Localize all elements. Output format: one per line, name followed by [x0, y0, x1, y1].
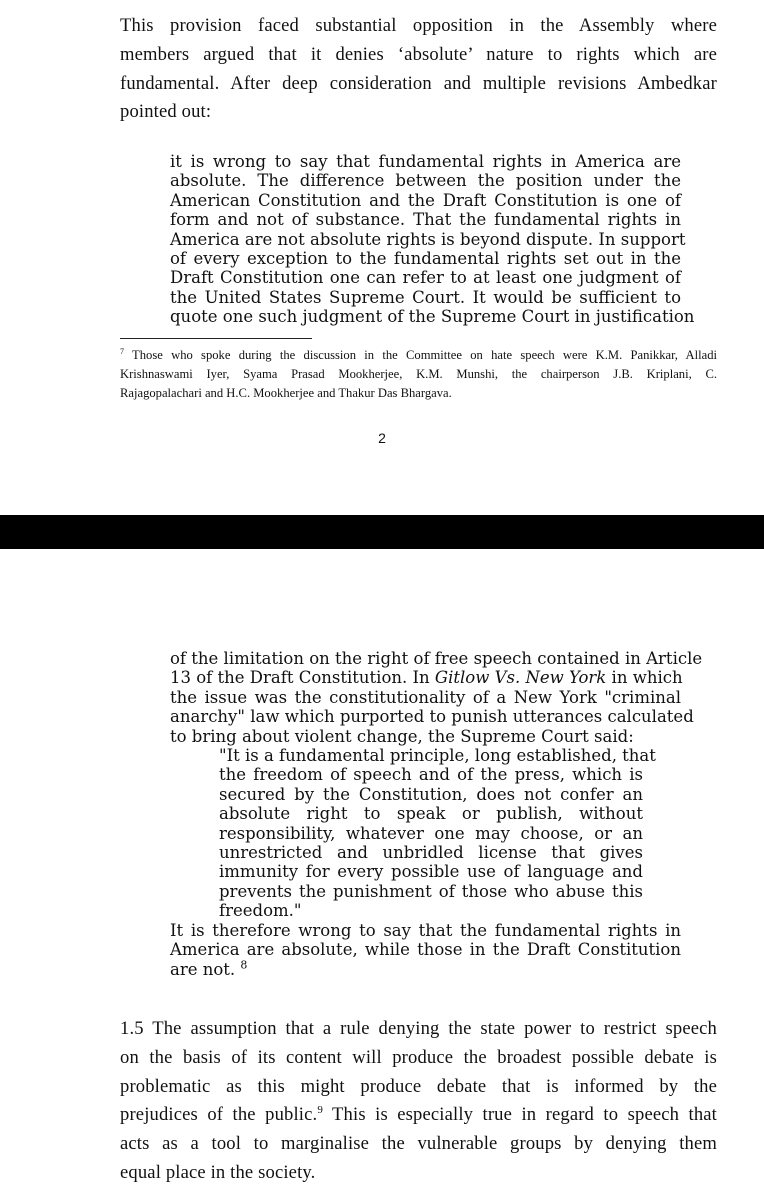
footnote-separator: [120, 338, 312, 339]
text-run: are not.: [170, 959, 236, 979]
quote-line: America are not absolute rights is beyond dispute. In support: [170, 229, 686, 249]
footnote-reference-9[interactable]: 9: [317, 1104, 323, 1117]
paragraph-line: acts as a tool to marginalise the vulnerable groups by denying them: [120, 1133, 717, 1155]
text-run: This is especially true in regard to speech that: [322, 1104, 718, 1126]
quote-line: the United States Supreme Court. It would be sufficient to: [170, 287, 681, 307]
quote-continuation: [170, 649, 703, 746]
intro-line: This provision faced substantial opposition in the Assembly where: [120, 15, 717, 36]
quote-line: it is wrong to say that fundamental rights in America are: [170, 152, 681, 171]
paragraph-line: equal place in the society.: [120, 1161, 316, 1183]
footnote-reference-8[interactable]: 8: [240, 958, 248, 972]
footnote-7: [120, 346, 717, 404]
inner-quote-line: absolute right to speak or publish, without: [219, 804, 643, 824]
intro-paragraph: [120, 12, 717, 127]
footnote-text: Those who spoke during the discussion in the Committee on hate speech were K.M. Panikkar, Alladi: [132, 348, 717, 362]
quote-line: anarchy" law which purported to punish utterances calculated: [170, 707, 694, 727]
paragraph-line: on the basis of its content will produce the broadest possible debate is: [120, 1046, 717, 1068]
footnote-line: Krishnaswami Iyer, Syama Prasad Mookherjee, K.M. Munshi, the chairperson J.B. Kriplani, C.: [120, 367, 717, 382]
footnote-line: Rajagopalachari and H.C. Mookherjee and Thakur Das Bhargava.: [120, 386, 452, 401]
quote-line: American Constitution and the Draft Constitution is one of: [170, 190, 681, 210]
quote-line: Draft Constitution one can refer to at least one judgment of: [170, 268, 681, 288]
section-1-5-paragraph: [120, 1015, 717, 1188]
quote-line: absolute. The difference between the position under the: [170, 171, 681, 191]
inner-quote-line: freedom.": [219, 901, 302, 921]
quote-closing: [170, 921, 681, 979]
ambedkar-quote: [170, 152, 695, 327]
intro-line: pointed out:: [120, 101, 212, 123]
paragraph-line: 1.5 The assumption that a rule denying the state power to restrict speech: [120, 1018, 717, 1039]
inner-quote-line: the freedom of speech and of the press, which is: [219, 765, 643, 785]
paragraph-line: problematic as this might produce debate that is informed by the: [120, 1075, 717, 1097]
text-run: in which: [606, 668, 683, 688]
page-separator-band: [0, 515, 764, 549]
quote-line: America are absolute, while those in the Draft Constitution: [170, 940, 681, 960]
quote-line: to bring about violent change, the Supreme Court said:: [170, 726, 634, 746]
inner-quote-line: "It is a fundamental principle, long established, that: [219, 746, 656, 765]
paragraph-line: [120, 1101, 717, 1130]
quote-line: the issue was the constitutionality of a New York "criminal: [170, 687, 681, 707]
intro-line: fundamental. After deep consideration and multiple revisions Ambedkar: [120, 72, 717, 94]
quote-line: It is therefore wrong to say that the fundamental rights in: [170, 921, 681, 940]
quote-line: form and not of substance. That the fundamental rights in: [170, 210, 681, 230]
document-page-bottom: [0, 549, 764, 1200]
text-run: 13 of the Draft Constitution. In: [170, 668, 435, 688]
inner-quote-line: secured by the Constitution, does not confer an: [219, 784, 643, 804]
page-number: 2: [378, 430, 386, 446]
case-name: Gitlow Vs. New York: [434, 668, 607, 688]
document-page-top: [0, 0, 764, 515]
intro-line: members argued that it denies ‘absolute’ nature to rights which are: [120, 43, 717, 65]
quote-line: [170, 668, 681, 687]
footnote-marker: 7: [120, 346, 124, 356]
inner-quote-line: immunity for every possible use of language and: [219, 862, 643, 882]
text-run: prejudices of the public.: [120, 1104, 318, 1126]
quote-line: quote one such judgment of the Supreme Court in justification: [170, 307, 695, 327]
quote-line: of every exception to the fundamental rights set out in the: [170, 248, 681, 268]
supreme-court-quote: [219, 746, 656, 921]
quote-line: [170, 960, 681, 979]
inner-quote-line: responsibility, whatever one may choose, or an: [219, 823, 643, 843]
footnote-line: [120, 346, 717, 365]
inner-quote-line: prevents the punishment of those who abuse this: [219, 881, 643, 901]
quote-line: of the limitation on the right of free speech contained in Article: [170, 649, 703, 668]
inner-quote-line: unrestricted and unbridled license that gives: [219, 842, 643, 862]
